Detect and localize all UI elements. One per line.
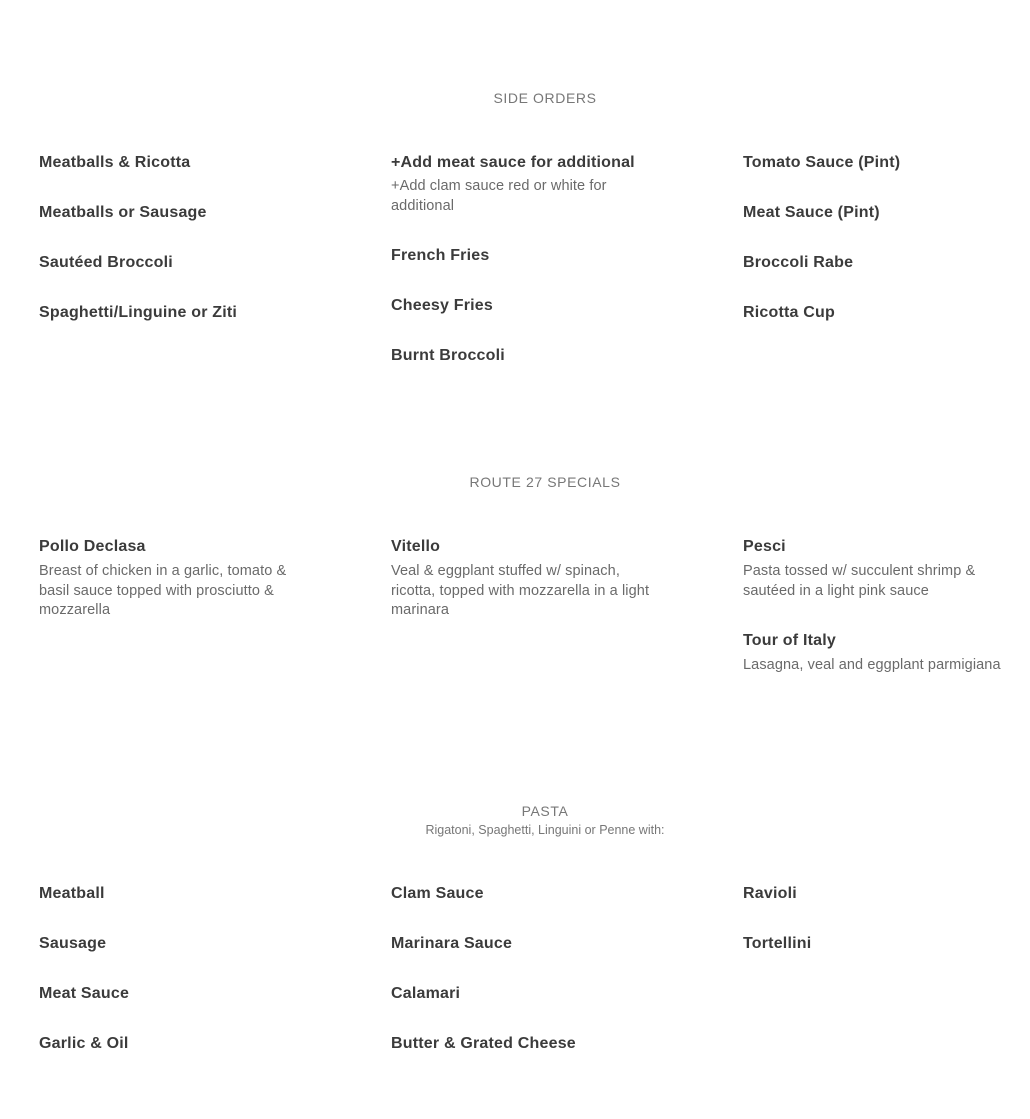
menu-item [743,884,1008,904]
menu-item [391,1034,653,1054]
item-name: Tortellini [743,935,812,952]
item-name: Cheesy Fries [391,297,494,314]
item-name: Tour of Italy [743,632,836,649]
item-name: Clam Sauce [391,885,484,902]
menu-item [391,984,653,1004]
item-name: Butter & Grated Cheese [391,1035,576,1052]
menu-column [391,884,653,1084]
item-description: Pasta tossed w/ succulent shrimp & sautéed in a light pink sauce [743,563,976,599]
menu-item [39,884,301,904]
menu-column [391,537,653,651]
menu-item [743,631,1008,676]
item-name: Ravioli [743,885,797,902]
menu-item [391,934,653,954]
menu-item [39,253,301,273]
menu-column [39,884,301,1084]
menu-item [39,203,301,223]
menu-item [743,203,1008,223]
item-name: Sausage [39,935,107,952]
item-name: Tomato Sauce (Pint) [743,154,901,171]
item-name: Burnt Broccoli [391,347,505,364]
item-description: +Add clam sauce red or white for additional [391,178,607,214]
item-description: Breast of chicken in a garlic, tomato & basil sauce topped with prosciutto & mozzarella [39,563,287,618]
item-name: Marinara Sauce [391,935,513,952]
item-name: Vitello [391,538,441,555]
item-description: Veal & eggplant stuffed w/ spinach, ricotta, topped with mozzarella in a light marinara [391,563,650,618]
item-name: Ricotta Cup [743,304,835,321]
item-name: Garlic & Oil [39,1035,129,1052]
menu-item [39,537,301,621]
section-title: ROUTE 27 SPECIALS [469,474,621,490]
menu-item [39,153,301,173]
menu-item [39,984,301,1004]
menu-column [39,153,301,353]
item-name: Sautéed Broccoli [39,254,173,271]
menu-item [743,153,1008,173]
menu-column [39,537,301,651]
item-name: French Fries [391,247,490,264]
item-name: Pollo Declasa [39,538,146,555]
menu-item [743,253,1008,273]
menu-column [743,884,1008,984]
item-name: Meat Sauce (Pint) [743,204,880,221]
menu-item [743,934,1008,954]
menu-item [391,884,653,904]
menu-item [743,303,1008,323]
item-name: Meatballs & Ricotta [39,154,191,171]
item-name: Meatballs or Sausage [39,204,207,221]
menu-column [743,153,1008,353]
menu-item [743,537,1008,601]
menu-item [391,346,653,366]
menu-column [743,537,1008,706]
item-description: Lasagna, veal and eggplant parmigiana [743,657,1001,673]
item-name: Pesci [743,538,786,555]
item-name: Meat Sauce [39,985,130,1002]
item-name: Calamari [391,985,461,1002]
section-title: PASTA [521,803,569,819]
section-title: SIDE ORDERS [493,90,597,106]
menu-item [39,1034,301,1054]
menu-column [391,153,653,396]
item-name: Spaghetti/Linguine or Ziti [39,304,238,321]
menu-item [391,296,653,316]
menu-item [391,246,653,266]
item-name: +Add meat sauce for additional [391,154,635,171]
section-subtitle: Rigatoni, Spaghetti, Linguini or Penne with: [425,823,665,837]
item-name: Broccoli Rabe [743,254,854,271]
menu-item [39,934,301,954]
menu-item [391,537,653,621]
menu-item [39,303,301,323]
menu-item [391,153,653,216]
item-name: Meatball [39,885,105,902]
